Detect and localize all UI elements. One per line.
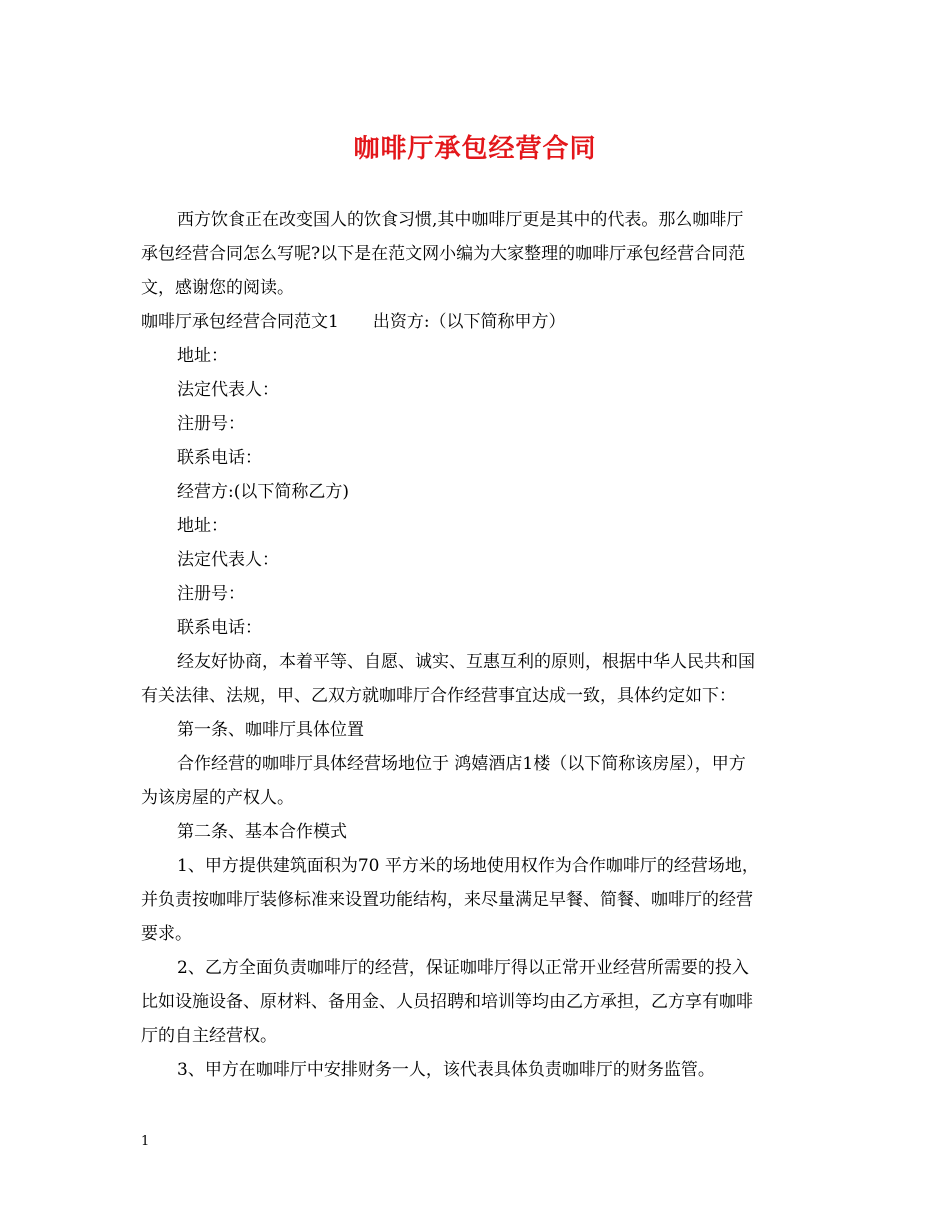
body-line: 并负责按咖啡厅装修标准来设置功能结构，来尽量满足早餐、简餐、咖啡厅的经营	[141, 890, 753, 910]
body-line: 2、乙方全面负责咖啡厅的经营，保证咖啡厅得以正常开业经营所需要的投入	[177, 958, 749, 978]
body-line: 第二条、基本合作模式	[177, 822, 347, 842]
body-line: 联系电话：	[177, 448, 262, 468]
body-line: 1、甲方提供建筑面积为70 平方米的场地使用权作为合作咖啡厅的经营场地，	[177, 856, 759, 876]
body-line: 比如设施设备、原材料、备用金、人员招聘和培训等均由乙方承担，乙方享有咖啡	[141, 992, 753, 1012]
body-line: 厅的自主经营权。	[141, 1026, 277, 1046]
body-line: 3、甲方在咖啡厅中安排财务一人，该代表具体负责咖啡厅的财务监管。	[177, 1060, 715, 1080]
body-line: 地址：	[177, 346, 228, 366]
body-line: 有关法律、法规，甲、乙双方就咖啡厅合作经营事宜达成一致，具体约定如下：	[141, 686, 736, 706]
body-line: 法定代表人：	[177, 550, 279, 570]
body-line: 为该房屋的产权人。	[141, 788, 294, 808]
page-number: 1	[141, 1134, 150, 1149]
document-title: 咖啡厅承包经营合同	[353, 134, 597, 164]
document-body	[141, 203, 813, 1087]
body-line: 地址：	[177, 516, 228, 536]
body-line: 第一条、咖啡厅具体位置	[177, 720, 364, 740]
body-line: 注册号：	[177, 584, 245, 604]
body-line: 注册号：	[177, 414, 245, 434]
body-line: 咖啡厅承包经营合同范文1 出资方:（以下简称甲方）	[141, 312, 566, 332]
body-line: 经营方:(以下简称乙方)	[177, 482, 349, 502]
body-line: 合作经营的咖啡厅具体经营场地位于 鸿嬉酒店1楼（以下简称该房屋），甲方	[177, 754, 746, 774]
body-line: 承包经营合同怎么写呢?以下是在范文网小编为大家整理的咖啡厅承包经营合同范	[141, 244, 746, 264]
body-line: 法定代表人：	[177, 380, 279, 400]
body-line: 经友好协商，本着平等、自愿、诚实、互惠互利的原则，根据中华人民共和国	[177, 652, 755, 672]
body-line: 西方饮食正在改变国人的饮食习惯,其中咖啡厅更是其中的代表。那么咖啡厅	[177, 210, 744, 230]
body-line: 文，感谢您的阅读。	[141, 278, 294, 298]
body-line: 要求。	[141, 924, 192, 944]
body-line: 联系电话：	[177, 618, 262, 638]
